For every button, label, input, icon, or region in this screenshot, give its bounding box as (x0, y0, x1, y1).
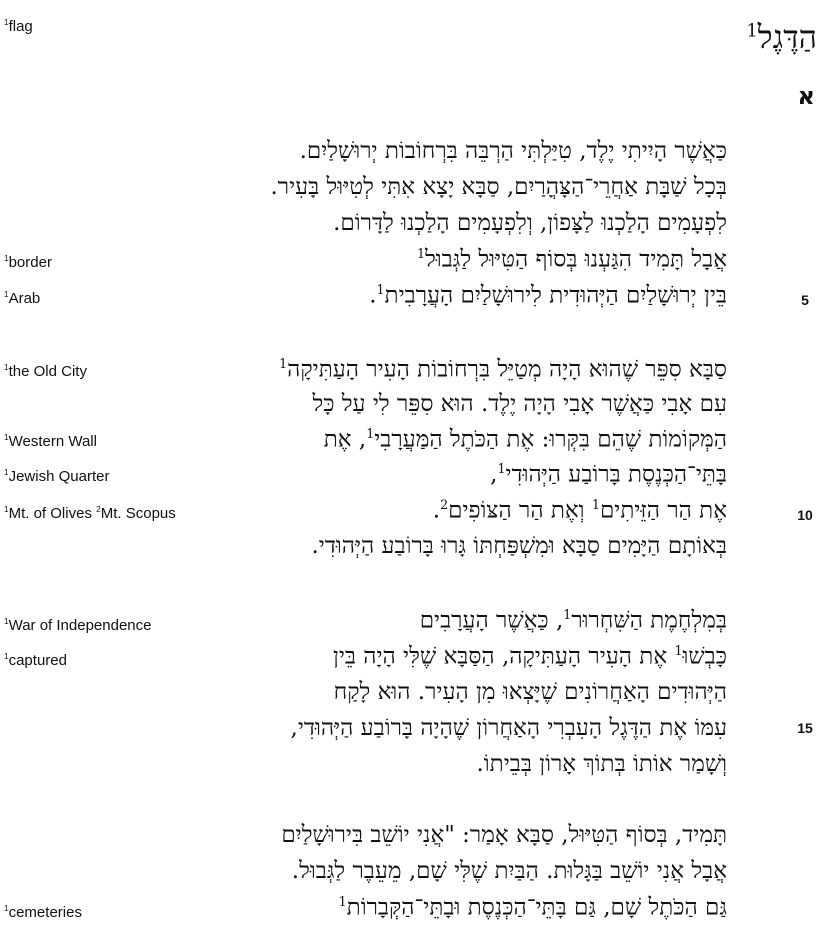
title-footnote-mark: 1 (746, 21, 758, 42)
gloss-text: Mt. Scopus (100, 505, 176, 522)
line-number-10: 10 (797, 507, 813, 523)
footnote-mark: 1 (366, 426, 375, 441)
gloss-mark: 1 (4, 290, 9, 299)
text-line: אֶת הַר הַזֵּיתִים$^1$ וְאֶת הַר הַצּוֹפִים$^2$. (432, 497, 727, 524)
gloss-text: Mt. of Olives (8, 505, 97, 522)
text-line: אֲבָל אֲנִי יוֹשֵׁב בַּגָּלוּת. הַבַּיִת שֶׁלִּי שָׁם, מֵעֵבֶר לַגְּבוּל. (291, 858, 727, 884)
footnote-mark: 1 (279, 356, 288, 371)
gloss-text: border (8, 254, 52, 271)
gloss-old-city (4, 363, 87, 380)
gloss-mark: 1 (4, 254, 9, 263)
gloss-war-of-independence (4, 617, 151, 634)
gloss-text: Western Wall (8, 433, 97, 450)
gloss-mark: 1 (4, 433, 9, 442)
gloss-jewish-quarter (4, 468, 109, 485)
text-line: עִמּוֹ אֶת הַדֶּגֶל הָעִבְרִי הָאַחֲרוֹן שֶׁהָיָה בָּרוֹבַע הַיְּהוּדִי, (290, 715, 727, 741)
footnote-mark: 1 (563, 607, 572, 622)
text-line: הַמְּקוֹמוֹת שֶׁהֵם בִּקְּרוּ: אֶת הַכֹּתֶל הַמַּעֲרָבִי$^1$, אֶת (323, 426, 727, 453)
gloss-arab (4, 290, 40, 307)
text-line: כַּאֲשֶׁר הָיִיתִי יֶלֶד, טִיַּלְתִּי הַרְבֵּה בִּרְחוֹבוֹת יְרוּשָׁלַיִם. (299, 138, 727, 164)
footnote-mark: 1 (591, 497, 600, 512)
footnote-mark: 2 (440, 497, 449, 512)
gloss-olives-scopus (4, 505, 176, 522)
gloss-text: Arab (8, 290, 41, 307)
gloss-mark: 1 (4, 652, 9, 661)
text-line: אֲבָל תָּמִיד הִגַּעְנוּ בְּסוֹף הַטִּיּוּל לַגְּבוּל$^1$ (416, 246, 727, 273)
text-line: גַּם הַכֹּתֶל שָׁם, גַּם בָּתֵּי־הַכְּנֶסֶת וּבָתֵּי־הַקְּבָרוֹת$^1$ (338, 894, 727, 921)
gloss-text: the Old City (8, 363, 87, 380)
text-line: וְשָׁמַר אוֹתוֹ בְּתוֹךְ אָרוֹן בְּבֵיתוֹ. (476, 751, 727, 777)
page-title (746, 18, 817, 56)
line-number-5: 5 (801, 292, 809, 308)
gloss-border (4, 254, 52, 271)
gloss-western-wall (4, 433, 97, 450)
text-line: עִם אָבִי כַּאֲשֶׁר אָבִי הָיָה יֶלֶד. הוּא סִפֵּר לִי עַל כָּל (312, 391, 727, 417)
footnote-mark: 1 (376, 282, 385, 297)
gloss-mark: 1 (4, 505, 9, 514)
gloss-text: captured (8, 652, 67, 669)
text-line: בְּכָל שַׁבָּת אַחֲרֵי־הַצָּהֳרַיִם, סַבָּא יָצָא אִתִּי לְטִיּוּל בָּעִיר. (270, 174, 727, 200)
gloss-captured (4, 652, 67, 669)
gloss-mark: 1 (4, 617, 9, 626)
gloss-mark: 1 (4, 904, 9, 913)
title-text: הַדֶּגֶל (757, 18, 817, 56)
gloss-text: Jewish Quarter (8, 468, 110, 485)
gloss-text: War of Independence (8, 617, 152, 634)
gloss-cemeteries (4, 904, 82, 921)
text-line: בְּאוֹתָם הַיָּמִים סַבָּא וּמִשְׁפַּחְתּוֹ גָּרוּ בָּרוֹבַע הַיְּהוּדִי. (311, 533, 727, 559)
gloss-mark: 1 (4, 18, 9, 27)
gloss-mark: 2 (96, 505, 101, 514)
text-line: בְּמִלְחֶמֶת הַשִּׁחְרוּר$^1$, כַּאֲשֶׁר הָעֲרָבִים (419, 607, 727, 634)
gloss-text: cemeteries (8, 904, 82, 921)
gloss-text: flag (8, 18, 33, 35)
footnote-mark: 1 (674, 643, 683, 658)
text-line: לִפְעָמִים הָלַכְנוּ לַצָּפוֹן, וְלִפְעָמִים הָלַכְנוּ לַדָּרוֹם. (333, 210, 727, 236)
gloss-mark: 1 (4, 468, 9, 477)
text-line: בֵּין יְרוּשָׁלַיִם הַיְּהוּדִית לִירוּשָׁלַיִם הָעֲרָבִית$^1$. (369, 282, 727, 309)
line-number-15: 15 (797, 720, 813, 736)
text-line: סַבָּא סִפֵּר שֶׁהוּא הָיָה מְטַיֵּל בִּרְחוֹבוֹת הָעִיר הָעַתִּיקָה$^1$ (279, 356, 727, 383)
gloss-flag (4, 18, 33, 35)
section-letter: א (797, 82, 815, 110)
gloss-mark: 1 (4, 363, 9, 372)
text-line: בָּתֵּי־הַכְּנֶסֶת בָּרוֹבַע הַיְּהוּדִי$^1$, (490, 461, 727, 488)
footnote-mark: 1 (338, 894, 347, 909)
footnote-mark: 1 (416, 246, 425, 261)
footnote-mark: 1 (497, 461, 506, 476)
text-line: תָּמִיד, בְּסוֹף הַטִּיּוּל, סַבָּא אָמַר: "אֲנִי יוֹשֵׁב בִּירוּשָׁלַיִם (281, 822, 727, 848)
text-line: הַיְּהוּדִים הָאַחֲרוֹנִים שֶׁיָּצְאוּ מִן הָעִיר. הוּא לָקַח (333, 679, 727, 705)
text-line: כָּבְשׁוּ$^1$ אֶת הָעִיר הָעַתִּיקָה, הַסַּבָּא שֶׁלִּי הָיָה בֵּין (332, 643, 727, 670)
